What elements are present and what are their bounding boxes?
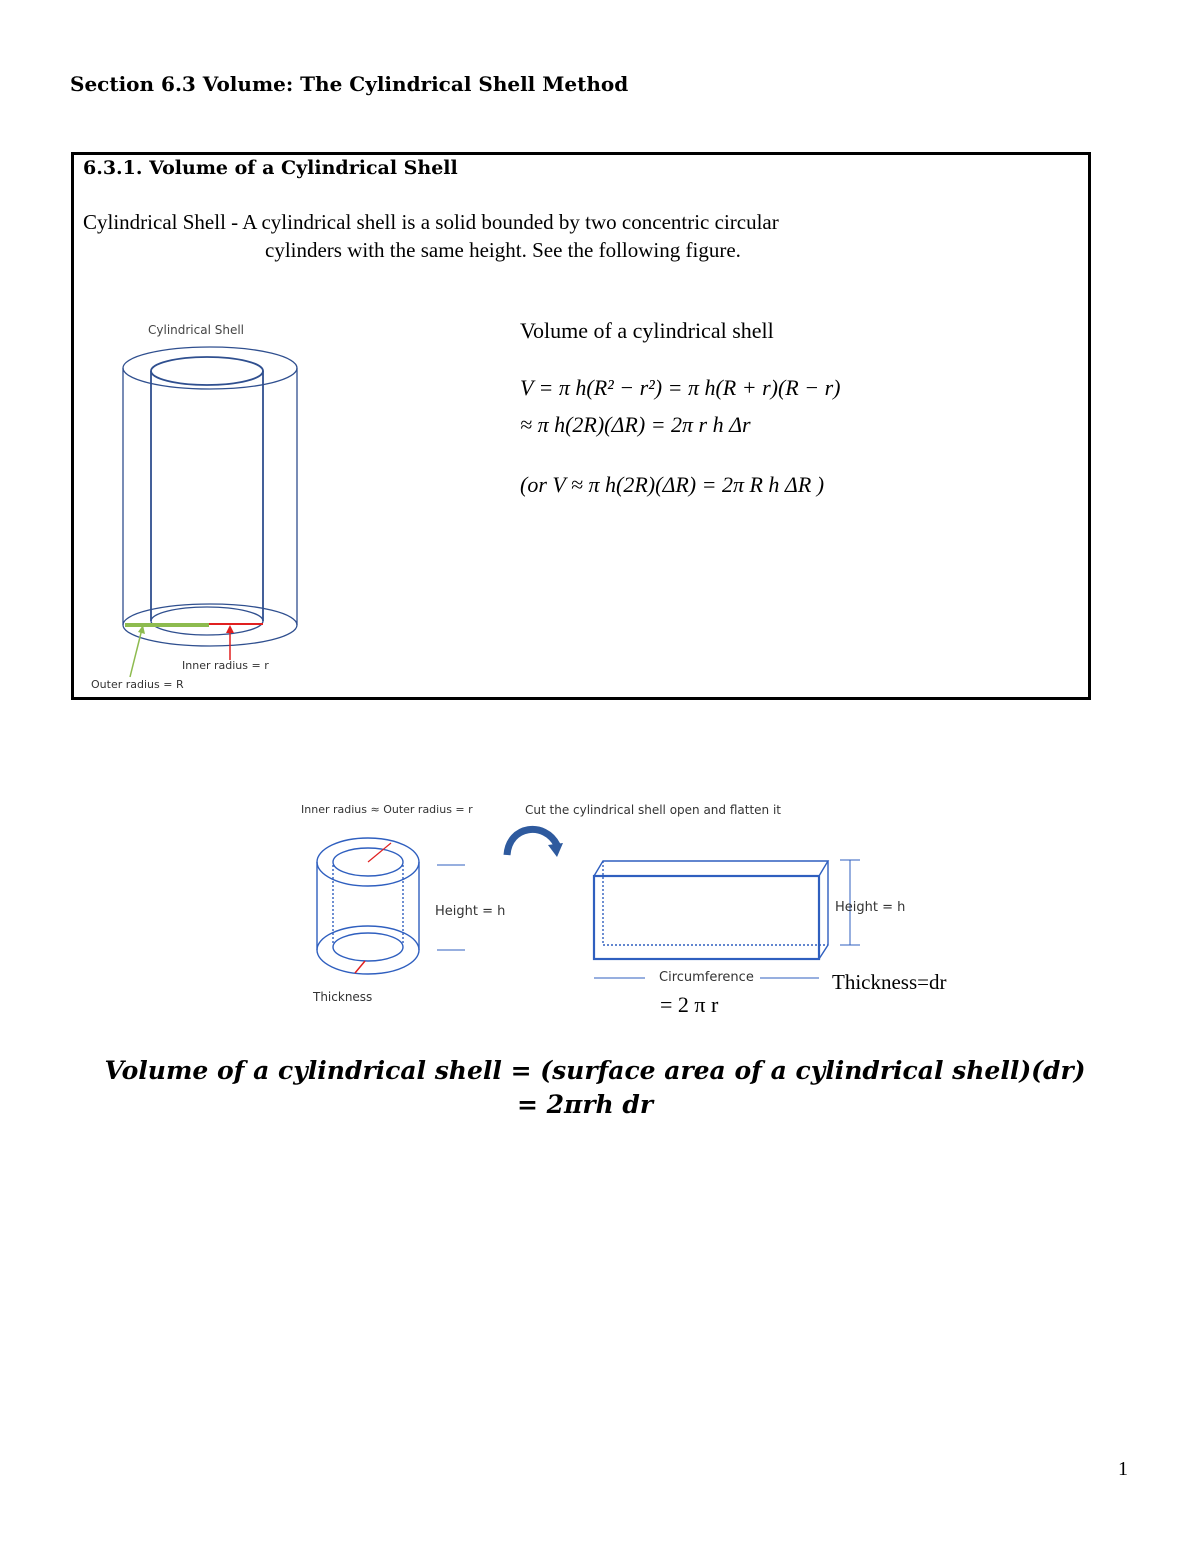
- formula-line-2: ≈ π h(2R)(ΔR) = 2π r h Δr: [520, 412, 751, 437]
- thickness-small-label: Thickness: [313, 990, 373, 1004]
- outer-top-ellipse: [123, 347, 297, 389]
- definition-line-1: Cylindrical Shell - A cylindrical shell is a solid bounded by two concentric circular: [83, 210, 779, 234]
- formula-line-3: (or V ≈ π h(2R)(ΔR) = 2π R h ΔR ): [520, 472, 825, 497]
- circumference-equation: = 2 π r: [660, 992, 719, 1017]
- box-height-label: Height = h: [835, 900, 906, 915]
- flat-box-top: [594, 861, 828, 876]
- cylinder-height-label: Height = h: [435, 904, 506, 919]
- inner-top-ellipse: [151, 357, 263, 385]
- section-heading: 6.3.1. Volume of a Cylindrical Shell: [83, 157, 458, 179]
- small-radius-line: [368, 843, 391, 862]
- volume-label: Volume of a cylindrical shell: [520, 318, 774, 343]
- radius-approx-label: Inner radius ≈ Outer radius = r: [301, 803, 473, 816]
- curved-arrowhead: [548, 843, 563, 857]
- flat-box-side: [819, 861, 828, 959]
- thickness-dr-label: Thickness=dr: [832, 970, 947, 994]
- bottom-formula-line-1: Volume of a cylindrical shell = (surface area of a cylindrical shell)(dr): [104, 1056, 1086, 1085]
- circumference-label: Circumference: [659, 970, 754, 985]
- cut-flatten-label: Cut the cylindrical shell open and flatten it: [525, 803, 782, 817]
- inner-radius-label: Inner radius = r: [182, 659, 269, 672]
- curved-arrow: [507, 829, 557, 855]
- cylindrical-shell-figure: [85, 315, 325, 695]
- page-title: Section 6.3 Volume: The Cylindrical Shell Method: [70, 72, 629, 96]
- formula-line-1: V = π h(R² − r²) = π h(R + r)(R − r): [520, 375, 841, 400]
- inner-radius-arrowhead: [226, 625, 234, 633]
- bottom-formula-line-2: = 2πrh dr: [516, 1090, 654, 1119]
- inner-bottom-ellipse: [151, 607, 263, 635]
- definition-line-2: cylinders with the same height. See the following figure.: [265, 238, 741, 262]
- figure-title: Cylindrical Shell: [148, 323, 245, 337]
- small-inner-bottom-ellipse: [333, 933, 403, 961]
- flat-box-front: [594, 876, 819, 959]
- thickness-marker: [355, 961, 365, 973]
- page-number: 1: [1118, 1458, 1128, 1480]
- outer-radius-label: Outer radius = R: [91, 678, 184, 691]
